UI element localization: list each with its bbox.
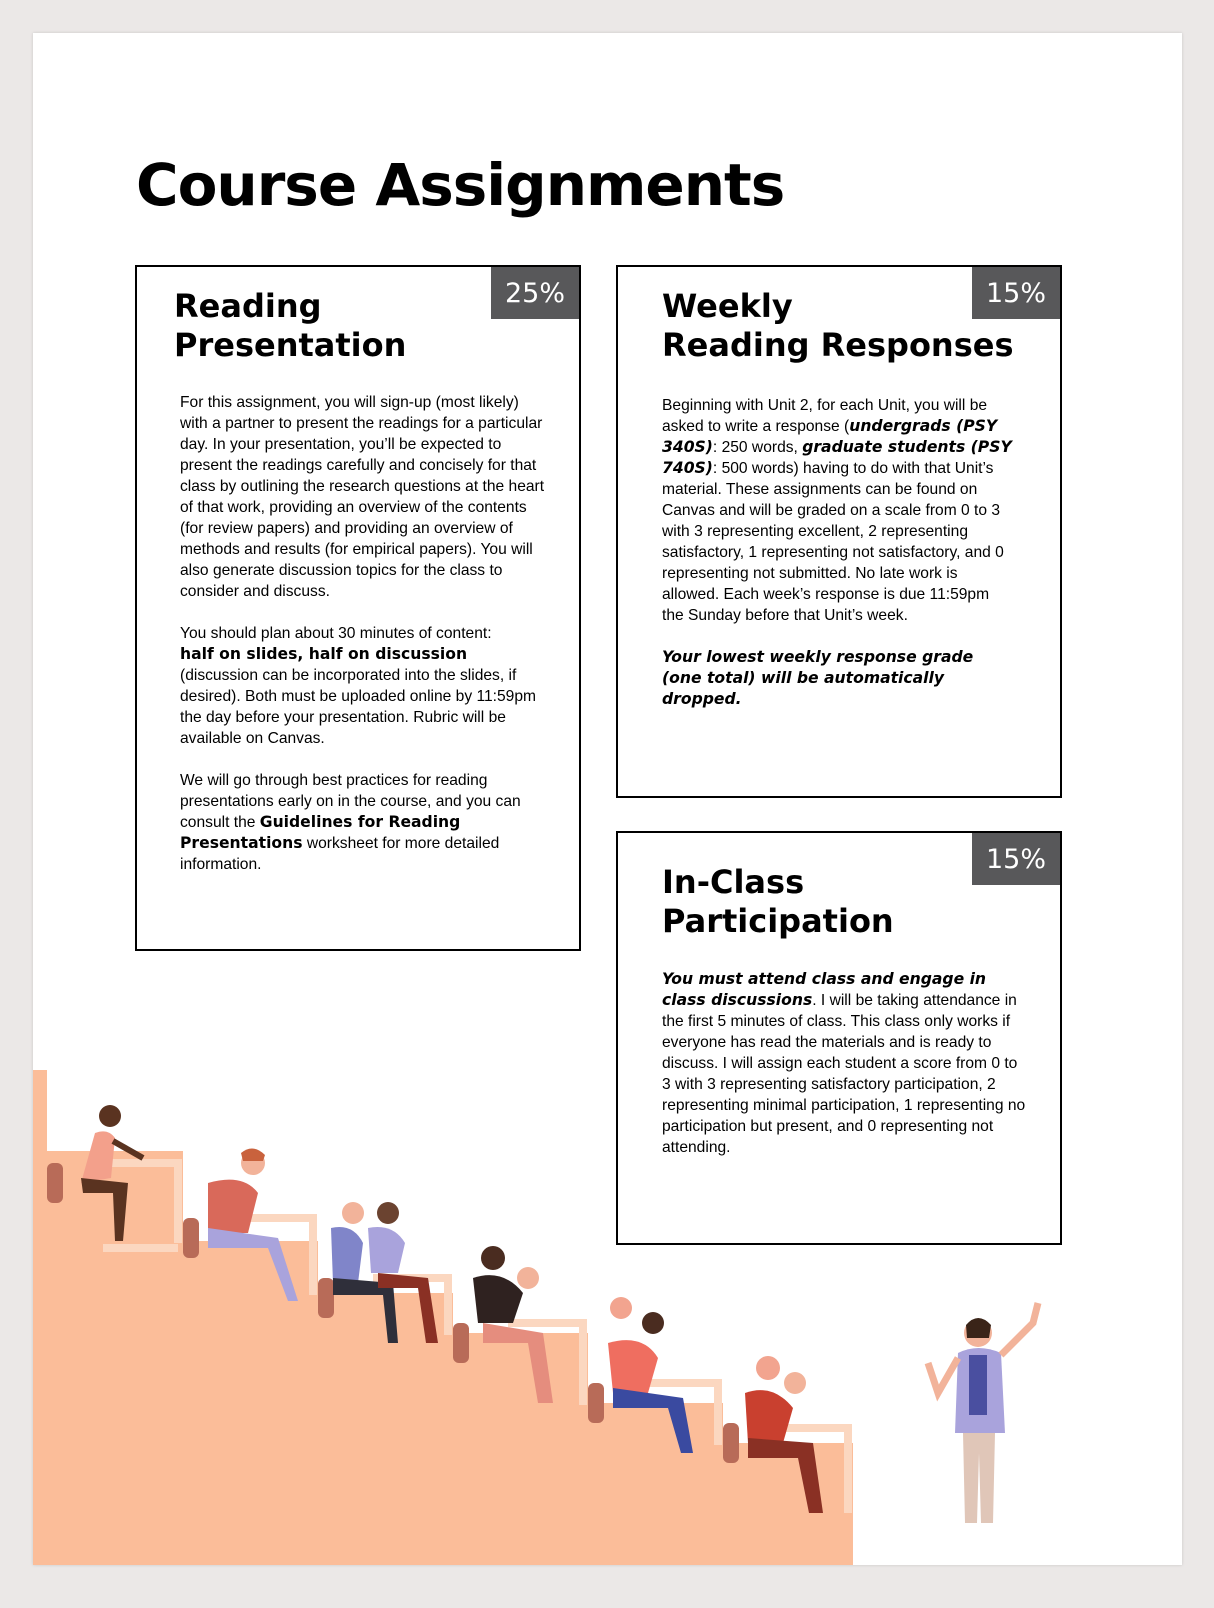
page-title: Course Assignments [136,151,785,219]
text-span: worksheet for more detailed information. [180,835,500,873]
text-span: Beginning with Unit 2, for each Unit, you will be asked to write a response ( [662,397,988,435]
bold-italic-span: undergrads (PSY 340S) [662,417,998,456]
chair-1 [47,1163,63,1203]
chair-2 [183,1218,199,1258]
text-span: : 500 words) having to do with that Unit’s material. These assignments can be found on Canvas and will be graded on a scale from 0 to 3 with 3 representing excellent, 2 representing satisfactory, 1 representing not satisfactory, and 0 representing not submitted. No late work is allowed. Each week’s response is due 11:59pm the Sunday before that Unit’s week. [662,460,1004,624]
card-body [180,392,548,896]
paragraph-3 [180,770,548,875]
bold-italic-span: You must attend class and engage in class discussions [662,970,987,1009]
card-title [174,287,406,365]
card-title-line2: Presentation [174,326,407,364]
chair-6 [723,1423,739,1463]
text-span: (discussion can be incorporated into the slides, if desired). Both must be uploaded online by 11:59pm the day before your presentation. Rubric will be available on Canvas. [180,667,536,747]
card-body [662,395,1014,731]
weight-badge: 15% [972,833,1060,885]
text-span: We will go through best practices for reading presentations early on in the course, and you can consult the [180,772,521,831]
card-title [662,863,894,941]
card-title [662,287,1014,365]
card-title-line1: In-Class [662,863,805,901]
chair-5 [588,1383,604,1423]
text-span: . I will be taking attendance in the first 5 minutes of class. This class only works if everyone has read the materials and is ready to discuss. I will assign each student a score from 0 to 3 with 3 representing satisfactory participation, 2 representing minimal participation, 1 representing no participation but present, and 0 representing not attending. [662,992,1026,1156]
card-title-line1: Weekly [662,287,793,325]
document-page [33,33,1182,1565]
paragraph-1: For this assignment, you will sign-up (most likely) with a partner to present the readings for a particular day. In your presentation, you’ll be expected to present the readings carefully and concisely for that class by outlining the research questions at the heart of that work, providing an overview of the contents (for review papers) and providing an overview of methods and results (for empirical papers). You will also generate discussion topics for the class to consider and discuss. [180,394,545,600]
paragraph-2 [180,623,548,749]
note-paragraph [662,647,1014,710]
bold-span: half on slides, half on discussion [180,645,468,663]
card-body [662,969,1030,1179]
chair-3 [318,1278,334,1318]
card-title-line1: Reading [174,287,322,325]
bold-italic-span: graduate students (PSY 740S) [662,438,1012,477]
text-span: : 250 words, [712,439,803,456]
text-span: You should plan about 30 minutes of content: [180,625,492,642]
card-title-line2: Reading Responses [662,326,1014,364]
teacher [928,1303,1038,1523]
chair-4 [453,1323,469,1363]
paragraph-1 [662,969,1030,1158]
bold-span: Guidelines for Reading Presentations [180,813,461,852]
participation-card [616,831,1062,1245]
bold-italic-note: Your lowest weekly response grade (one total) will be automatically dropped. [662,648,974,708]
reading-presentation-card [135,265,581,951]
weight-badge: 15% [972,267,1060,319]
paragraph-1 [662,395,1014,626]
card-title-line2: Participation [662,902,894,940]
weekly-responses-card [616,265,1062,798]
weight-badge: 25% [491,267,579,319]
